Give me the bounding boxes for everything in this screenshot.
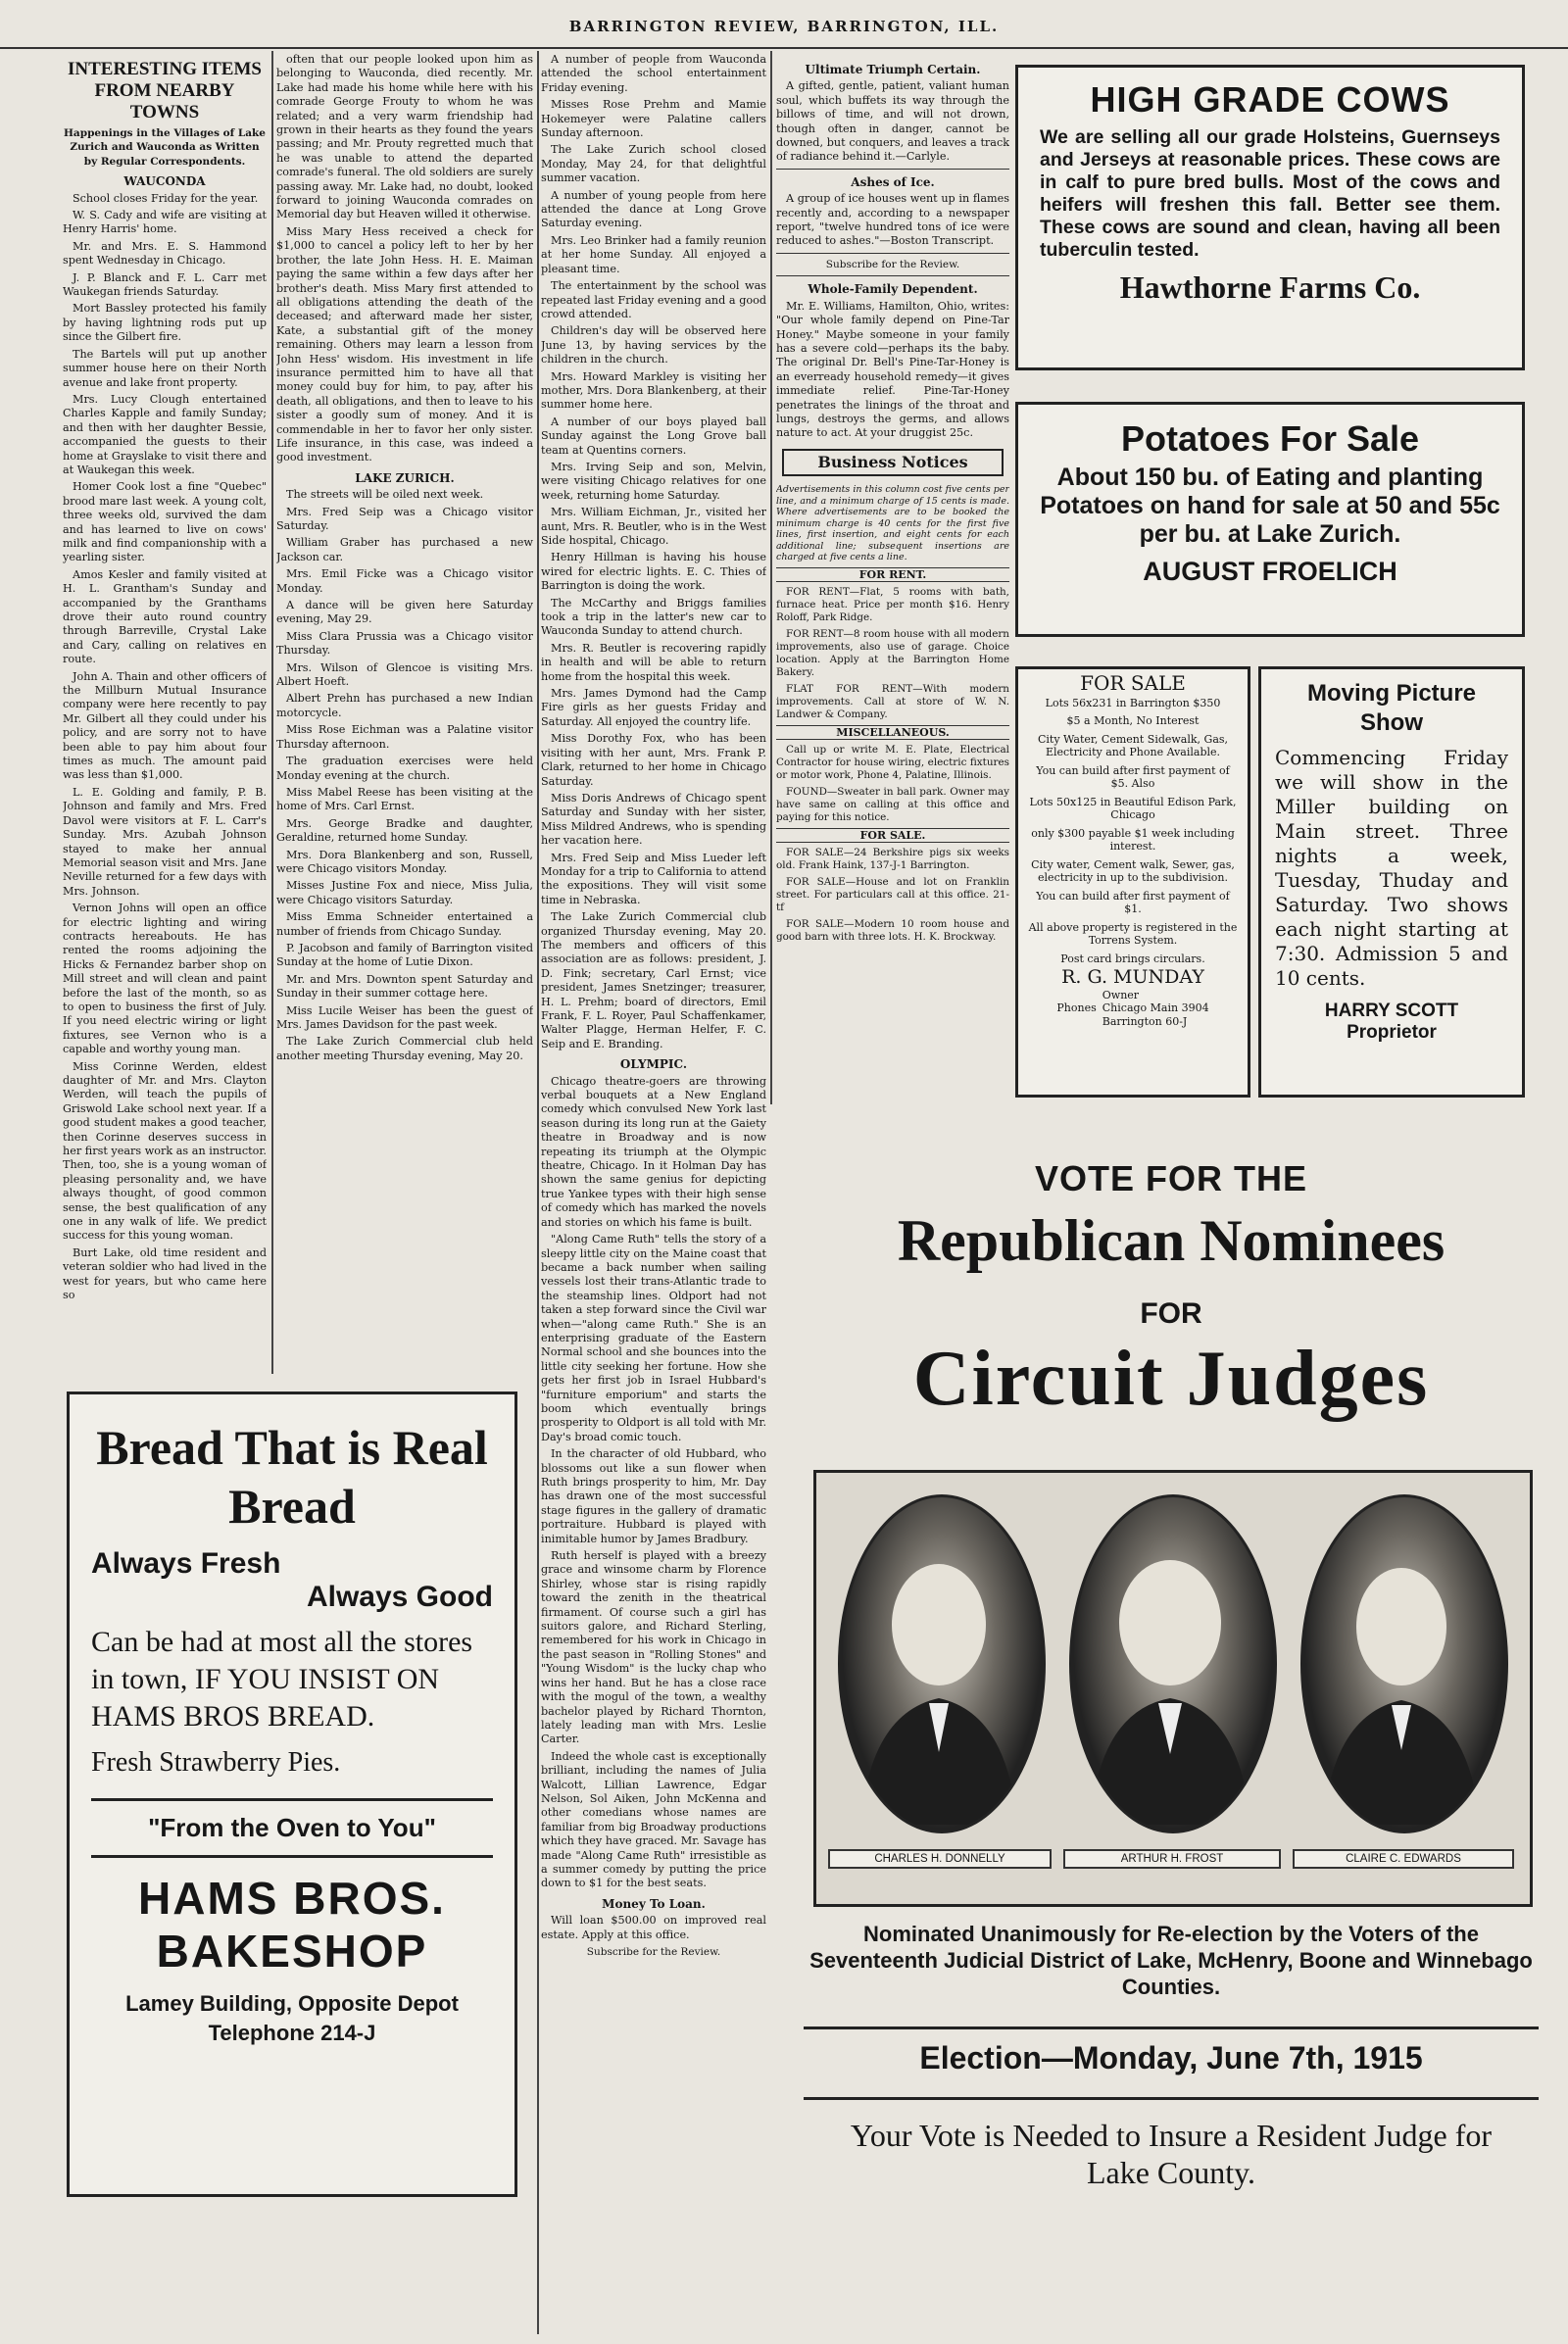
review-paragraph: Indeed the whole cast is exceptionally brilliant, including the names of Julia Walcott, Lillian Lawrence, Edgar Nelson, Sol Aiken, John McKenna and other comedians whose names are familiar from big Broadway productions which they have graced. Mr. Savage has made "Along Came Ruth" irresistible as a summer comedy by putting the price down to $1 for the best seats.: [541, 1749, 766, 1890]
vote-line-1: VOTE FOR THE: [1034, 1158, 1307, 1198]
ad-lines: [1028, 697, 1238, 966]
ad-line: You can build after first payment of $5. Also: [1036, 763, 1230, 790]
column-rule: [770, 51, 772, 1104]
ad-body: Commencing Friday we will show in the Miller building on Main street. Three nights a week, Tuesday, Thuday and Saturday. Two shows each night starting at 7:30. Admission 5 and 10 cents.: [1275, 746, 1508, 990]
news-item: A number of young people from here attended the dance at Long Grove Saturday evening.: [541, 188, 766, 230]
classifieds: [776, 567, 1009, 944]
news-item: L. E. Golding and family, P. B. Johnson and family and Mrs. Fred Davol were visitors at F. L. Carr's Sunday. Mrs. Azubah Johnson stayed to make her annual Memorial season visit and Mrs. Jane Neville returned for a few days with Mrs. Johnson.: [63, 785, 267, 898]
news-item: Miss Dorothy Fox, who has been visiting with her aunt, Mrs. Frank P. Clark, returned to her home in Chicago Saturday.: [541, 732, 766, 788]
ad-potatoes-for-sale: [1015, 402, 1525, 637]
owner-label: Owner: [1102, 988, 1140, 1001]
ad-line: Post card brings circulars.: [1060, 952, 1205, 965]
divider: [776, 169, 1009, 170]
section-subtitle: Happenings in the Villages of Lake Zurich and Wauconda as Written by Regular Correspondents.: [64, 127, 266, 168]
news-item: The Bartels will put up another summer house here on their North avenue and lake front property.: [63, 347, 267, 389]
masthead: BARRINGTON REVIEW, BARRINGTON, ILL.: [0, 0, 1568, 49]
ad-line: Lots 56x231 in Barrington $350: [1045, 696, 1221, 709]
judge-name-3: CLAIRE C. EDWARDS: [1293, 1849, 1514, 1869]
divider: [91, 1798, 493, 1801]
phone-barrington: Barrington 60-J: [1102, 1014, 1188, 1028]
misc-list: [776, 744, 1009, 824]
portrait-silhouette: [1303, 1497, 1499, 1825]
ad-high-grade-cows: [1015, 65, 1525, 370]
judge-portrait-3: [1300, 1494, 1508, 1833]
news-item: Mrs. Howard Markley is visiting her mother, Mrs. Dora Blankenberg, at their summer home here.: [541, 369, 766, 412]
classified-ad: FOR RENT—Flat, 5 rooms with bath, furnace heat. Price per month $16. Henry Roloff, Park Ridge.: [776, 585, 1009, 623]
subscribe-note: Subscribe for the Review.: [586, 1946, 721, 1958]
news-item: The graduation exercises were held Monday evening at the church.: [276, 755, 533, 782]
news-item: Amos Kesler and family visited at H. L. Grantham's Sunday and accompanied by the Granthams drove their auto round country through Barreville, Crystal Lake and Cary, calling on relatives en route.: [63, 567, 267, 666]
review-paragraph: In the character of old Hubbard, who blossoms out like a sun flower when Ruth brings prosperity to him, Mr. Day has drawn one of the most successful stage figures in the gallery of dramatic portraiture. Hubbard is played with inimitable humor by James Bradbury.: [541, 1447, 766, 1545]
news-item: P. Jacobson and family of Barrington visited Sunday at the home of Lutie Dixon.: [276, 941, 533, 969]
vote-line-4: Circuit Judges: [912, 1336, 1430, 1422]
review-paragraph: "Along Came Ruth" tells the story of a sleepy little city on the Maine coast that became a back number when sailing vessels lost their trans-Atlantic trade to the steamship lines. Oldport had not taken a step forward since the Civil war when—"along came Ruth." She is an enterprising graduate of the Eastern Normal school and she bounces into the little city seeking her fortune. How she gets her first job in Israel Hubbard's "furniture emporium" and starts the boom which eventually brings prosperity to Oldport is all told with Mr. Day's broad comic touch.: [541, 1233, 766, 1443]
column-wauconda-news: [63, 53, 267, 1374]
ad-name: R. G. MUNDAY: [1061, 966, 1204, 988]
divider: [776, 253, 1009, 254]
ice-text: A group of ice houses went up in flames recently and, according to a newspaper report, "twelve hundred tons of ice were reduced to ashes."—Boston Transcript.: [776, 192, 1009, 248]
news-item: Mrs. Fred Seip and Miss Lueder left Monday for a trip to California to attend the expositions. They will visit some time in Nebraska.: [541, 851, 766, 906]
news-item: Mrs. Wilson of Glencoe is visiting Mrs. Albert Hoeft.: [276, 660, 533, 689]
vote-line-3: FOR: [1140, 1297, 1202, 1330]
column-rule: [537, 51, 539, 2334]
ad-title: Moving Picture Show: [1306, 680, 1477, 736]
news-item: Mrs. Fred Seip was a Chicago visitor Saturday.: [276, 505, 533, 532]
classified-ad: FOR RENT—8 room house with all modern improvements, also use of garage. Choice location. Apply at the Barrington Home Bakery.: [776, 627, 1009, 678]
news-item: Miss Emma Schneider entertained a number of friends from Chicago Sunday.: [276, 910, 533, 938]
ad-body: We are selling all our grade Holsteins, Guernseys and Jerseys at reasonable prices. These cows are in calf to pure bred bulls. Most of the cows and heifers will freshen this fall. Better see them. These cows are sound and clean, having all been tuberculin tested.: [1040, 126, 1500, 261]
ad-lots-for-sale: [1015, 666, 1250, 1098]
ad-name: HARRY SCOTT: [1324, 1001, 1459, 1021]
news-item: Miss Corinne Werden, eldest daughter of Mr. and Mrs. Clayton Werden, will teach the pupils of Griswold Lake school next year. If a good student makes a good teacher, then Corinne deserves success in her first years work as an instructor. Then, too, she is a young woman of pleasing personality and, we have always thought, of good common sense, the best qualification of any one in any walk of life. We predict success for this young woman.: [63, 1059, 267, 1243]
vote-election-date: Election—Monday, June 7th, 1915: [919, 2040, 1423, 2075]
town-heading-wauconda: WAUCONDA: [123, 174, 206, 189]
news-items-list: [276, 488, 533, 1063]
for-rent-list: [776, 586, 1009, 721]
classified-ad: FOR SALE—Modern 10 room house and good barn with three lots. H. K. Brockway.: [776, 917, 1009, 943]
news-item: Homer Cook lost a fine "Quebec" brood mare last week. A young colt, three weeks old, survived the dam and has learned to live on cows' milk and find companionship with a yearling sister.: [63, 480, 267, 564]
classified-ad: FOR SALE—House and lot on Franklin street. For particulars call at this office. 21-tf: [776, 875, 1009, 913]
vote-nominated: Nominated Unanimously for Re-election by the Voters of the Seventeenth Judicial District of Lake, McHenry, Boone and Winnebago Counties.: [809, 1922, 1533, 1999]
ad-title: Potatoes For Sale: [1120, 418, 1420, 459]
news-item: Mrs. R. Beutler is recovering rapidly in health and will be able to return home from the hospital this week.: [541, 641, 766, 683]
ad-line: only $300 payable $1 week including interest.: [1031, 826, 1235, 853]
divider: [804, 2097, 1539, 2100]
news-item: Vernon Johns will open an office for electric lighting and wiring contracts hereabouts. He has rented the rooms adjoining the Hicks & Fernandez barber shop on Mill street and will clean and paint before the last of the month, so as to open to business the first of July. If you need electric wiring or light fixtures, see Vernon who is a capable and worthy young man.: [63, 902, 267, 1056]
news-items-list: [276, 53, 533, 465]
ad-line: All above property is registered in the Torrens System.: [1028, 920, 1238, 947]
news-item: often that our people looked upon him as belonging to Wauconda, died recently. Mr. Lake had made his home while here with his comrade George Frouty to whom he was related; and a very warm friendship had grown in their hearts as they found the years passing; and Mr. Prouty regretted much that he was unable to attend the departed comrade's funeral. The old soldiers are surely passing away. Mr. Lake had, no doubt, looked forward to joining Wauconda comrades on Memorial day but Heaven willed it otherwise.: [276, 53, 533, 221]
news-item: Henry Hillman is having his house wired for electric lights. E. C. Thies of Barrington is doing the work.: [541, 551, 766, 593]
divider: [776, 275, 1009, 276]
ad-line: You can build after first payment of $1.: [1036, 889, 1230, 915]
news-item: A number of our boys played ball Sunday against the Long Grove ball team at Quentins corners.: [541, 415, 766, 457]
news-item: Miss Mary Hess received a check for $1,000 to cancel a policy left to her by her brother, the late John Hess. H. E. Maiman paying the same within a few days after her brother's death. Miss Mary first attended to all obligations attending the death of the deceased; and afterward made her sister, Kate, a substantial gift of the money remaining. Others may learn a lesson from John Hess' wisdom. His investment in life insurance permitted him to have all that money could buy for him, to pay, after his death, all obligations, and then to leave to his sister a goodly sum of money. And it is commendable in her to favor her only sister. Life insurance, in this case, was indeed a good investment.: [276, 224, 533, 464]
column-lake-zurich-news: [276, 53, 533, 1374]
review-paragraph: Ruth herself is played with a breezy grace and winsome charm by Florence Shirley, whose star is rising rapidly toward the zenith in the theatrical firmament. Of course such a girl has suitors galore, and Richard Sterling, remembered for his work in Chicago in the past season in "Rolling Stones" and "Young Wisdom" is the lucky chap who wins her hand. But he has a close race with the mogul of the town, a wealthy bachelor played by Richard Thornton, lately leading man with Mrs. Leslie Carter.: [541, 1549, 766, 1746]
for-sale-list: [776, 847, 1009, 944]
news-item: Albert Prehn has purchased a new Indian motorcycle.: [276, 692, 533, 719]
news-item: A dance will be given here Saturday evening, May 29.: [276, 599, 533, 626]
column-rule: [271, 51, 273, 1374]
ad-oven: "From the Oven to You": [148, 1813, 436, 1842]
ad-body: About 150 bu. of Eating and planting Potatoes on hand for sale at 50 and 55c per bu. at Lake Zurich.: [1040, 464, 1500, 548]
ad-name: AUGUST FROELICH: [1143, 557, 1397, 586]
business-notices-title: Business Notices: [782, 449, 1004, 476]
ad-moving-picture-show: [1258, 666, 1525, 1098]
news-item: Children's day will be observed here June 13, by having services by the children in the church.: [541, 324, 766, 366]
classified-ad: FOUND—Sweater in ball park. Owner may have same on calling at this office and paying for this notice.: [776, 785, 1009, 823]
news-item: The Lake Zurich Commercial club organized Thursday evening, May 20. The members and officers of this association are as follows: president, J. D. Fink; secretary, Carl Ernst; vice president, James Snetzinger; treasurer, H. L. Prehm; board of directors, Emil Frank, F. L. Royer, Paul Schaffenkamer, Walter Plagge, Herman Helfer, F. C. Seip and E. Branding.: [541, 910, 766, 1050]
column-local-news: [541, 53, 766, 2336]
ad-line: City water, Cement walk, Sewer, gas, electricity in up to the subdivision.: [1031, 857, 1235, 884]
news-item: The Lake Zurich Commercial club held another meeting Thursday evening, May 20.: [276, 1035, 533, 1062]
judges-portrait-panel: [813, 1470, 1533, 1907]
news-item: A number of people from Wauconda attended the school entertainment Friday evening.: [541, 53, 766, 94]
news-item: Miss Lucile Weiser has been the guest of Mrs. James Davidson for the past week.: [276, 1003, 533, 1031]
news-item: Mrs. Lucy Clough entertained Charles Kapple and family Sunday; and then with her daughter Bessie, accompanied the guests to their home at Grayslake to visit there and at Waukegan this week.: [63, 392, 267, 476]
news-item: J. P. Blanck and F. L. Carr met Waukegan friends Saturday.: [63, 270, 267, 299]
section-title: INTERESTING ITEMS FROM NEARBY TOWNS: [68, 59, 262, 122]
news-item: Mort Bassley protected his family by having lightning rods put up since the Gilbert fire.: [63, 302, 267, 344]
theatre-review: [541, 1075, 766, 1891]
news-item: School closes Friday for the year.: [73, 191, 259, 205]
news-item: Mrs. Leo Brinker had a family reunion at her home Sunday. All enjoyed a pleasant time.: [541, 233, 766, 275]
family-heading: Whole-Family Dependent.: [808, 282, 978, 297]
news-item: Mrs. George Bradke and daughter, Geraldine, returned home Sunday.: [276, 816, 533, 845]
news-item: Miss Rose Eichman was a Palatine visitor Thursday afternoon.: [276, 723, 533, 751]
news-item: W. S. Cady and wife are visiting at Henry Harris' home.: [63, 209, 267, 236]
judge-name-1: CHARLES H. DONNELLY: [828, 1849, 1052, 1869]
subscribe-note: Subscribe for the Review.: [825, 258, 960, 270]
triumph-heading: Ultimate Triumph Certain.: [805, 63, 981, 76]
business-rates-note: Advertisements in this column cost five cents per line, and a minimum charge of 15 cents is made. Where advertisements are to be booked the minimum charge is 40 cents for the first five lines, first insertion, and eight cents for each additional line; subsequent insertions are charged at five cents a line.: [776, 484, 1009, 563]
column-misc-and-classifieds: [776, 57, 1009, 1105]
ad-role: Proprietor: [1347, 1022, 1437, 1043]
ad-name-1: HAMS BROS.: [138, 1873, 446, 1924]
news-items-list: [63, 192, 267, 1303]
ad-line: $5 a Month, No Interest: [1066, 714, 1200, 727]
phones-label: Phones: [1056, 1001, 1097, 1014]
portrait-silhouette: [1072, 1497, 1268, 1825]
misc-heading: MISCELLANEOUS.: [776, 725, 1009, 740]
ad-phone: Telephone 214-J: [208, 2021, 376, 2045]
news-item: The Lake Zurich school closed Monday, May 24, for that delightful summer vacation.: [541, 143, 766, 185]
ad-title: FOR SALE: [1080, 671, 1186, 695]
news-item: Miss Mabel Reese has been visiting at the home of Mrs. Carl Ernst.: [276, 785, 533, 813]
judge-name-2: ARTHUR H. FROST: [1063, 1849, 1281, 1869]
for-sale-heading: FOR SALE.: [776, 828, 1009, 843]
ad-hams-bros-bread: [67, 1392, 517, 2197]
news-item: The McCarthy and Briggs families took a trip in the latter's new car to Wauconda Sunday to attend church.: [541, 596, 766, 638]
news-item: Mr. and Mrs. Downton spent Saturday and Sunday in their summer cottage here.: [276, 972, 533, 1001]
news-item: Mr. and Mrs. E. S. Hammond spent Wednesday in Chicago.: [63, 239, 267, 268]
news-item: William Graber has purchased a new Jackson car.: [276, 536, 533, 563]
news-item: Mrs. Dora Blankenberg and son, Russell, were Chicago visitors Monday.: [276, 848, 533, 875]
money-heading: Money To Loan.: [602, 1896, 706, 1911]
ad-body: Can be had at most all the stores in town, IF YOU INSIST ON HAMS BROS BREAD.: [91, 1626, 473, 1733]
judge-portrait-2: [1069, 1494, 1277, 1833]
ad-vote-circuit-judges: [774, 1117, 1568, 2344]
family-text: Mr. E. Williams, Hamilton, Ohio, writes: "Our whole family depend on Pine-Tar Honey." Maybe someone in your family has a severe cold—perhaps its the baby. The original Dr. Bell's Pine-Tar-Honey is an everready household remedy—it gives immediate relief. Pine-Tar-Honey penetrates the linings of the throat and lungs, destroys the germs, and allows nature to act. At your druggist 25c.: [776, 299, 1009, 440]
portrait-silhouette: [841, 1497, 1037, 1825]
for-rent-heading: FOR RENT.: [776, 567, 1009, 582]
news-item: John A. Thain and other officers of the Millburn Mutual Insurance company were here recently to pay Mr. Gilbert all they could under his policy, and are sorry not to have been able to pay him about four times as much. The amount paid was less than $1,000.: [63, 669, 267, 782]
news-items-list: [541, 53, 766, 1051]
town-heading-lake-zurich: LAKE ZURICH.: [355, 470, 455, 485]
ad-fresh: Always Fresh: [91, 1547, 281, 1580]
news-item: Mrs. Irving Seip and son, Melvin, were visiting Chicago relatives for one week, returning home Saturday.: [541, 460, 766, 502]
divider: [804, 2027, 1539, 2029]
news-item: Miss Clara Prussia was a Chicago visitor Thursday.: [276, 629, 533, 658]
classified-ad: Call up or write M. E. Plate, Electrical Contractor for house wiring, electric fixtures or motor work, Phone 4, Palatine, Illinois.: [776, 743, 1009, 781]
news-item: Miss Doris Andrews of Chicago spent Saturday and Sunday with her sister, Miss Mildred Andrews, who is spending her vacation here.: [541, 791, 766, 848]
news-item: Misses Rose Prehm and Mamie Hokemeyer were Palatine callers Sunday afternoon.: [541, 98, 766, 140]
ad-pies: Fresh Strawberry Pies.: [91, 1747, 341, 1778]
ad-name-2: BAKESHOP: [156, 1926, 428, 1977]
ad-company: Hawthorne Farms Co.: [1119, 269, 1421, 305]
news-item: The entertainment by the school was repeated last Friday evening and a good crowd attended.: [541, 279, 766, 320]
money-notice: Will loan $500.00 on improved real estate. Apply at this office.: [541, 1914, 766, 1941]
phone-chicago: Chicago Main 3904: [1102, 1001, 1209, 1014]
ad-line: Lots 50x125 in Beautiful Edison Park, Chicago: [1029, 795, 1237, 821]
vote-footer: Your Vote is Needed to Insure a Resident Judge for Lake County.: [850, 2118, 1493, 2190]
divider: [91, 1855, 493, 1858]
review-paragraph: Chicago theatre-goers are throwing verbal bouquets at a New England comedy which convulsed New York last season during its long run at the Gaiety theatre in Broadway and is now repeating its triumph at the Olympic theatre, Chicago. In it Holman Day has shown the same genius for depicting true Yankee types with their high sense of comedy which has marked the novels and stories on which his fame is built.: [541, 1074, 766, 1229]
judge-portrait-1: [838, 1494, 1046, 1833]
news-item: Mrs. Emil Ficke was a Chicago visitor Monday.: [276, 567, 533, 595]
ad-good: Always Good: [306, 1581, 493, 1613]
ice-heading: Ashes of Ice.: [851, 174, 935, 189]
ad-title: Bread That is Real Bread: [96, 1420, 488, 1534]
ad-address: Lamey Building, Opposite Depot: [125, 1991, 459, 2016]
classified-ad: FLAT FOR RENT—With modern improvements. Call at store of W. N. Landwer & Company.: [776, 682, 1009, 720]
ad-line: City Water, Cement Sidewalk, Gas, Electricity and Phone Available.: [1037, 732, 1229, 758]
classified-ad: FOR SALE—24 Berkshire pigs six weeks old. Frank Haink, 137-J-1 Barrington.: [776, 846, 1009, 871]
news-item: Mrs. James Dymond had the Camp Fire girls as her guests Friday and Saturday. All enjoyed the country life.: [541, 687, 766, 728]
vote-line-2: Republican Nominees: [897, 1208, 1446, 1273]
ad-title: HIGH GRADE COWS: [1090, 79, 1450, 120]
news-item: Misses Justine Fox and niece, Miss Julia, were Chicago visitors Saturday.: [276, 879, 533, 906]
news-item: Mrs. William Eichman, Jr., visited her aunt, Mrs. R. Beutler, who is in the West Side hospital, Chicago.: [541, 506, 766, 547]
news-item: The streets will be oiled next week.: [286, 488, 484, 502]
olympic-heading: OLYMPIC.: [619, 1057, 688, 1072]
news-item: Burt Lake, old time resident and veteran soldier who had lived in the west for years, but who came here so: [63, 1245, 267, 1302]
triumph-text: A gifted, gentle, patient, valiant human soul, which buffets its way through the billows of time, and will not drown, though often in danger, cannot be downed, but conquers, and leaves a track of radiance behind it.—Carlyle.: [776, 79, 1009, 164]
